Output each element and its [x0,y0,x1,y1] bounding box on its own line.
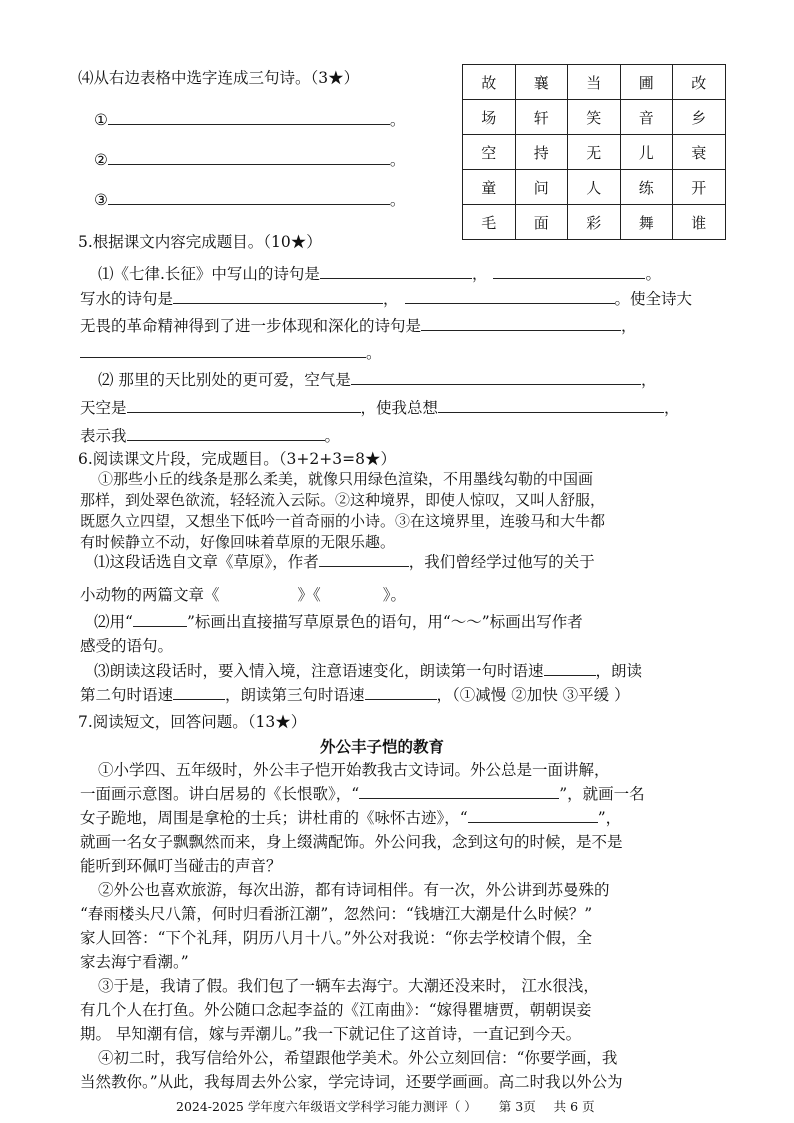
q6-sub-1-cont: 小动物的两篇文章《 》《 》。 [80,586,407,604]
q4-answer-line-3[interactable]: ③ 。 [94,191,406,209]
blank[interactable] [127,439,325,441]
article-line: 家人回答：“下个礼拜，阴历八月十八。”外公对我说：“你去学校请个假，全 [80,929,593,947]
q7-heading: 7.阅读短文，回答问题。（13★） [78,713,307,731]
blank[interactable] [468,821,598,823]
q5-line-6: 天空是 ，使我总想 ， [80,399,680,417]
article-line: “春雨楼头尺八箫，何时归看浙江潮”，忽然问：“钱塘江大潮是什么时候？” [80,905,593,923]
article-line: 有几个人在打鱼。外公随口念起李益的《江南曲》：“嫁得瞿塘贾，朝朝误妾 [80,1001,592,1019]
blank[interactable] [438,411,664,413]
q6-passage-line: 既愿久立四望，又想坐下低吟一首奇丽的小诗。③在这境界里，连骏马和大牛都 [80,512,606,530]
article-line: ④初二时，我写信给外公，希望跟他学美术。外公立刻回信：“你要学画，我 [98,1049,618,1067]
article-line: ①小学四、五年级时，外公丰子恺开始教我古文诗词。外公总是一面讲解， [98,761,610,779]
article-line: 能听到环佩叮当碰击的声音？ [80,857,282,875]
q4-answer-line-2[interactable]: ② 。 [94,151,406,169]
article-title: 外公丰子恺的教育 [320,737,445,756]
q6-sub-1: ⑴这段话选自文章《草原》，作者 ，我们曾经学过他写的关于 [94,553,595,571]
q5-line-5: ⑵ 那里的天比别处的更可爱，空气是 ， [98,371,657,389]
grid-row: 故 襄 当 圃 改 [463,65,726,100]
q6-sub-3-cont: 第二句时语速 ，朗读第三句时语速 ，（①减慢 ②加快 ③平缓 ） [80,686,630,704]
q4-heading: ⑷从右边表格中选字连成三句诗。（3★） [78,69,360,87]
q6-passage-line: 有时候静立不动，好像回味着草原的无限乐趣。 [80,533,396,551]
line-number: ③ [94,191,108,209]
blank[interactable] [133,625,187,627]
article-line: ③于是，我请了假。我们包了一辆车去海宁。大潮还没来时， 江水很浅， [98,977,599,995]
q5-line-1: ⑴《七律.长征》中写山的诗句是 ， 。 [98,265,661,283]
blank[interactable] [80,356,366,358]
blank[interactable] [421,329,621,331]
blank[interactable] [173,302,383,304]
q5-heading: 5.根据课文内容完成题目。（10★） [78,233,322,251]
article-line: 女子跪地，周围是拿枪的士兵；讲杜甫的《咏怀古迹》，“ ”， [80,809,622,827]
q5-line-7: 表示我 。 [80,427,341,445]
line-number: ① [94,111,108,129]
blank[interactable] [173,698,225,700]
blank[interactable] [365,698,437,700]
grid-row: 毛 面 彩 舞 谁 [463,205,726,240]
page-number: 第 3页 [498,1099,536,1114]
article-line: ②外公也喜欢旅游，每次出游，都有诗词相伴。有一次，外公讲到苏曼殊的 [98,881,610,899]
grid-row: 空 持 无 儿 衰 [463,135,726,170]
q4-answer-line-1[interactable]: ① 。 [94,111,406,129]
q5-line-4: 。 [80,341,382,363]
q5-line-3: 无畏的革命精神得到了进一步体现和深化的诗句是 ， [80,317,637,335]
character-grid [462,64,726,240]
footer-title: 2024-2025 学年度六年级语文学科学习能力测评（ ） [176,1099,477,1114]
article-line: 一面画示意图。讲白居易的《长恨歌》，“ ”，就画一名 [80,785,645,803]
line-number: ② [94,151,108,169]
q5-line-2: 写水的诗句是 ， 。使全诗大 [80,290,693,308]
blank[interactable] [351,383,641,385]
page-footer [176,1097,595,1115]
q6-sub-3: ⑶朗读这段话时，要入情入境，注意语速变化，朗读第一句时语速 ，朗读 [94,662,643,680]
article-line: 家去海宁看潮。” [80,953,189,971]
article-line: 就画一名女子飘飘然而来，身上缀满配饰。外公问我，念到这句的时候，是不是 [80,833,623,851]
q6-heading: 6.阅读课文片段，完成题目。（3+2+3=8★） [78,450,396,468]
blank[interactable] [319,565,409,567]
article-line: 期。 早知潮有信，嫁与弄潮儿。”我一下就记住了这首诗，一直记到今天。 [80,1025,582,1043]
blank[interactable] [405,302,615,304]
blank[interactable] [320,277,472,279]
q6-passage-line: ①那些小丘的线条是那么柔美，就像只用绿色渲染，不用墨线勾勒的中国画 [98,470,594,488]
blank[interactable] [359,797,559,799]
blank[interactable] [544,674,596,676]
q6-passage-line: 那样，到处翠色欲流，轻轻流入云际。②这种境界，即使人惊叹，又叫人舒服， [80,491,606,509]
q6-sub-2-cont: 感受的语句。 [80,637,174,655]
page-total: 共 6 页 [553,1099,595,1114]
q6-sub-2: ⑵用“ ”标画出直接描写草原景色的语句，用“～～”标画出写作者 [94,613,583,631]
grid-row: 场 轩 笑 音 乡 [463,100,726,135]
article-line: 当然教你。”从此，我每周去外公家，学完诗词，还要学画画。高二时我以外公为 [80,1073,623,1091]
grid-row: 童 问 人 练 开 [463,170,726,205]
blank[interactable] [127,411,361,413]
blank[interactable] [493,277,645,279]
